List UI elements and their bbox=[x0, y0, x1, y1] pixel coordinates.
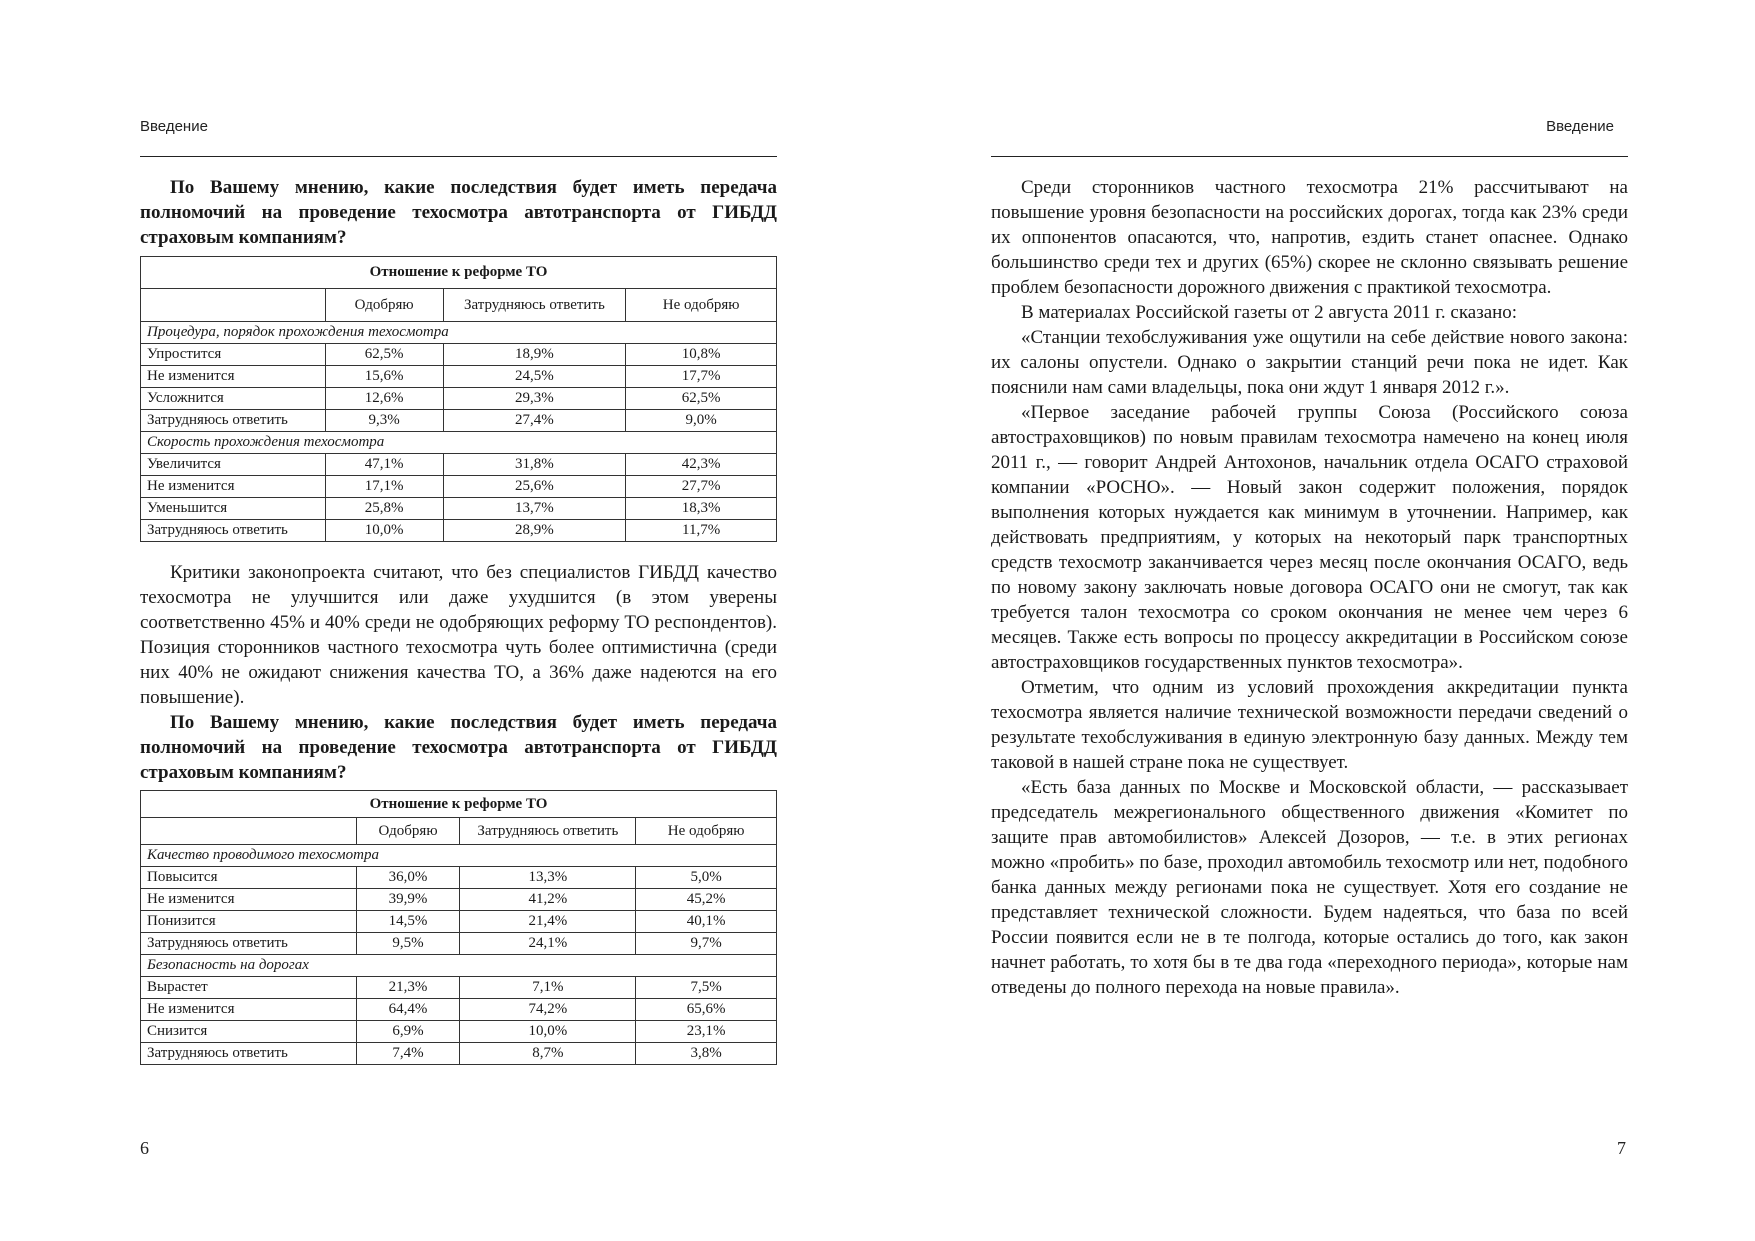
row-label: Не изменится bbox=[141, 476, 326, 498]
table-cell: 8,7% bbox=[460, 1043, 636, 1065]
table-cell: 9,3% bbox=[325, 410, 443, 432]
table-cell: 5,0% bbox=[636, 867, 777, 889]
table-row bbox=[141, 1043, 777, 1065]
running-head: Введение bbox=[1546, 118, 1614, 135]
table-cell: 9,0% bbox=[626, 410, 777, 432]
row-label: Затрудняюсь ответить bbox=[141, 933, 357, 955]
table-row bbox=[141, 911, 777, 933]
table-section-title: Скорость прохождения техосмотра bbox=[141, 432, 777, 454]
table-row bbox=[141, 344, 777, 366]
right-content bbox=[991, 175, 1628, 1000]
table-cell: 21,4% bbox=[460, 911, 636, 933]
table-cell: 10,8% bbox=[626, 344, 777, 366]
column-header: Затрудняюсь ответить bbox=[460, 818, 636, 845]
row-label: Упростится bbox=[141, 344, 326, 366]
table-cell: 41,2% bbox=[460, 889, 636, 911]
row-label: Затрудняюсь ответить bbox=[141, 1043, 357, 1065]
table-cell: 10,0% bbox=[325, 520, 443, 542]
table-cell: 12,6% bbox=[325, 388, 443, 410]
body-paragraph: Критики законопроекта считают, что без специалистов ГИБДД качество техосмотра не улучшится или даже ухудшится (в этом уверены соответственно 45% и 40% среди не одобряющих реформу ТО респондентов). Позиция сторонников частного техосмотра чуть более оптимистична (среди них 40% не ожидают снижения качества ТО, а 36% даже надеются на его повышение). bbox=[140, 562, 777, 708]
empty-header-cell bbox=[141, 289, 326, 322]
table-cell: 42,3% bbox=[626, 454, 777, 476]
table-cell: 9,7% bbox=[636, 933, 777, 955]
table-row bbox=[141, 1021, 777, 1043]
table-cell: 13,7% bbox=[443, 498, 626, 520]
row-label: Затрудняюсь ответить bbox=[141, 520, 326, 542]
page-number: 7 bbox=[1617, 1138, 1626, 1158]
table-cell: 11,7% bbox=[626, 520, 777, 542]
table-cell: 17,1% bbox=[325, 476, 443, 498]
right-page bbox=[877, 0, 1755, 1241]
table-cell: 36,0% bbox=[356, 867, 460, 889]
table-cell: 28,9% bbox=[443, 520, 626, 542]
table-cell: 62,5% bbox=[626, 388, 777, 410]
row-label: Не изменится bbox=[141, 889, 357, 911]
table-cell: 3,8% bbox=[636, 1043, 777, 1065]
left-page bbox=[0, 0, 877, 1241]
table-cell: 31,8% bbox=[443, 454, 626, 476]
table-row bbox=[141, 933, 777, 955]
table-row bbox=[141, 977, 777, 999]
table-row bbox=[141, 388, 777, 410]
table-cell: 65,6% bbox=[636, 999, 777, 1021]
row-label: Уменьшится bbox=[141, 498, 326, 520]
column-header: Одобряю bbox=[356, 818, 460, 845]
table-cell: 25,6% bbox=[443, 476, 626, 498]
table-cell: 7,5% bbox=[636, 977, 777, 999]
row-label: Усложнится bbox=[141, 388, 326, 410]
table-caption: Отношение к реформе ТО bbox=[141, 257, 777, 289]
table-cell: 40,1% bbox=[636, 911, 777, 933]
page-number: 6 bbox=[140, 1138, 149, 1158]
row-label: Снизится bbox=[141, 1021, 357, 1043]
table-cell: 7,4% bbox=[356, 1043, 460, 1065]
table-cell: 27,7% bbox=[626, 476, 777, 498]
table-cell: 14,5% bbox=[356, 911, 460, 933]
table-cell: 64,4% bbox=[356, 999, 460, 1021]
table-cell: 18,3% bbox=[626, 498, 777, 520]
table-cell: 39,9% bbox=[356, 889, 460, 911]
table-cell: 24,1% bbox=[460, 933, 636, 955]
table-cell: 29,3% bbox=[443, 388, 626, 410]
row-label: Вырастет bbox=[141, 977, 357, 999]
row-label: Увеличится bbox=[141, 454, 326, 476]
column-header: Не одобряю bbox=[636, 818, 777, 845]
table-cell: 47,1% bbox=[325, 454, 443, 476]
running-head: Введение bbox=[140, 118, 208, 135]
quote-paragraph: «Есть база данных по Москве и Московской области, — рассказывает председатель межрегионального общественного движения «Комитет по защите прав автомобилистов» Алексей Дозоров, — т.е. в этих регионах можно «пробить» по базе, проходил автомобиль техосмотр или нет, подобного банка данных между регионами пока не существует. Хотя его создание не представляет технической сложности. Будем надеяться, что база по всей России появится если не в те полгода, которые остались до того, как закон начнет работать, то хотя бы в те два года «переходного периода», которые нам отведены до полного перехода на новые правила». bbox=[991, 777, 1628, 998]
row-label: Не изменится bbox=[141, 999, 357, 1021]
survey-question: По Вашему мнению, какие последствия будет иметь передача полномочий на проведение техосмотра автотранспорта от ГИБДД страховым компаниям? bbox=[140, 712, 777, 783]
table-cell: 62,5% bbox=[325, 344, 443, 366]
header-rule bbox=[140, 156, 777, 157]
spacer bbox=[140, 542, 777, 560]
table-cell: 7,1% bbox=[460, 977, 636, 999]
table-cell: 17,7% bbox=[626, 366, 777, 388]
survey-table-2 bbox=[140, 790, 777, 1065]
empty-header-cell bbox=[141, 818, 357, 845]
body-paragraph: В материалах Российской газеты от 2 августа 2011 г. сказано: bbox=[1021, 302, 1518, 323]
table-caption: Отношение к реформе ТО bbox=[141, 791, 777, 818]
row-label: Затрудняюсь ответить bbox=[141, 410, 326, 432]
body-paragraph: Отметим, что одним из условий прохождения аккредитации пункта техосмотра является наличие технической возможности передачи сведений о результате техобслуживания в единую электронную базу данных. Между тем таковой в нашей стране пока не существует. bbox=[991, 677, 1628, 773]
header-rule bbox=[991, 156, 1628, 157]
table-cell: 13,3% bbox=[460, 867, 636, 889]
table-row bbox=[141, 889, 777, 911]
table-cell: 9,5% bbox=[356, 933, 460, 955]
row-label: Не изменится bbox=[141, 366, 326, 388]
table-row bbox=[141, 366, 777, 388]
table-cell: 10,0% bbox=[460, 1021, 636, 1043]
table-cell: 23,1% bbox=[636, 1021, 777, 1043]
table-cell: 45,2% bbox=[636, 889, 777, 911]
quote-paragraph: «Станции техобслуживания уже ощутили на себе действие нового закона: их салоны опустели. Однако о закрытии станций речи пока не идет. Как пояснили нам сами владельцы, пока они ждут 1 января 2012 г.». bbox=[991, 327, 1628, 398]
column-header: Одобряю bbox=[325, 289, 443, 322]
survey-table-1 bbox=[140, 256, 777, 542]
table-section-title: Процедура, порядок прохождения техосмотра bbox=[141, 322, 777, 344]
table-section-title: Качество проводимого техосмотра bbox=[141, 845, 777, 867]
quote-paragraph: «Первое заседание рабочей группы Союза (Российского союза автостраховщиков) по новым правилам техосмотра намечено на конец июля 2011 г., — говорит Андрей Антохонов, начальник отдела ОСАГО страховой компании «РОСНО». — Новый закон содержит положения, порядок выполнения которых нуждается как минимум в уточнении. Например, как действовать предприятиям, у которых на некоторый парк транспортных средств техосмотр заканчивается через месяц после окончания ОСАГО, ведь по новому закону заключать новые договора ОСАГО они не смогут, так как требуется талон техосмотра со сроком окончания не менее чем через 6 месяцев. Также есть вопросы по процессу аккредитации в Российском союзе автостраховщиков государственных пунктов техосмотра». bbox=[991, 402, 1628, 673]
table-row bbox=[141, 454, 777, 476]
table-cell: 27,4% bbox=[443, 410, 626, 432]
table-cell: 74,2% bbox=[460, 999, 636, 1021]
body-paragraph: Среди сторонников частного техосмотра 21% рассчитывают на повышение уровня безопасности на российских дорогах, тогда как 23% среди их оппонентов опасаются, что, напротив, ездить станет опаснее. Однако большинство среди тех и других (65%) скорее не склонно связывать решение проблем безопасности дорожного движения с практикой техосмотра. bbox=[991, 177, 1628, 298]
table-row bbox=[141, 476, 777, 498]
table-cell: 6,9% bbox=[356, 1021, 460, 1043]
table-cell: 24,5% bbox=[443, 366, 626, 388]
table-cell: 18,9% bbox=[443, 344, 626, 366]
table-row bbox=[141, 498, 777, 520]
table-row bbox=[141, 999, 777, 1021]
left-content bbox=[140, 175, 777, 1065]
table-row bbox=[141, 410, 777, 432]
column-header: Не одобряю bbox=[626, 289, 777, 322]
column-header: Затрудняюсь ответить bbox=[443, 289, 626, 322]
table-cell: 21,3% bbox=[356, 977, 460, 999]
table-cell: 15,6% bbox=[325, 366, 443, 388]
survey-question: По Вашему мнению, какие последствия будет иметь передача полномочий на проведение техосмотра автотранспорта от ГИБДД страховым компаниям? bbox=[140, 177, 777, 248]
row-label: Повысится bbox=[141, 867, 357, 889]
table-row bbox=[141, 867, 777, 889]
table-row bbox=[141, 520, 777, 542]
table-section-title: Безопасность на дорогах bbox=[141, 955, 777, 977]
table-cell: 25,8% bbox=[325, 498, 443, 520]
row-label: Понизится bbox=[141, 911, 357, 933]
